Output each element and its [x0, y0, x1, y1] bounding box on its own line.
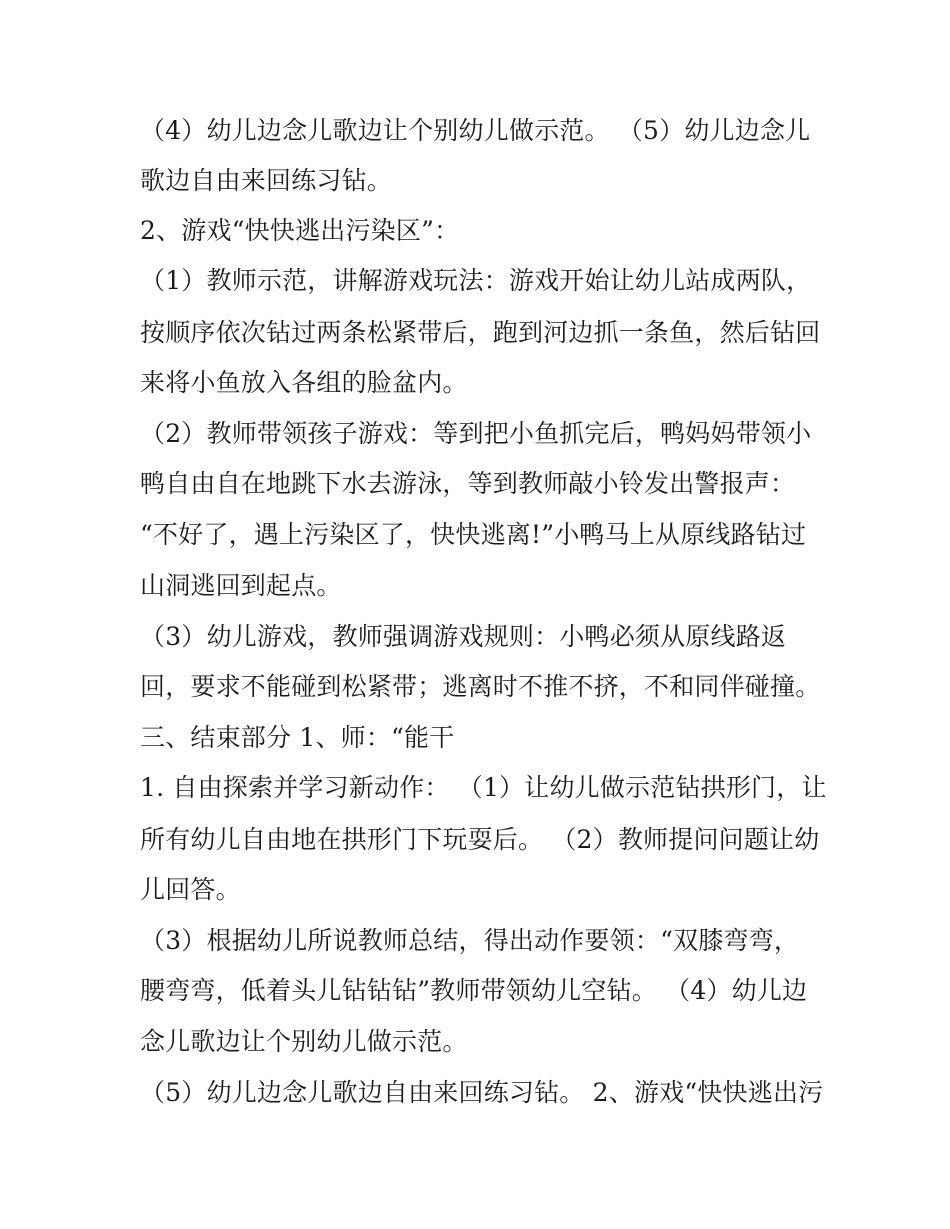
text-line: “不好了，遇上污染区了，快快逃离!”小鸭马上从原线路钻过: [140, 520, 807, 549]
text-line: 按顺序依次钻过两条松紧带后，跑到河边抓一条鱼，然后钻回: [140, 318, 821, 347]
text-line: 山洞逃回到起点。: [140, 571, 342, 600]
text-line: 歌边自由来回练习钻。: [140, 166, 393, 195]
text-line: （1）教师示范，讲解游戏玩法：游戏开始让幼儿站成两队，: [140, 266, 812, 295]
text-line: （3）幼儿游戏，教师强调游戏规则：小鸭必须从原线路返: [140, 622, 787, 651]
text-line: （4）幼儿边念儿歌边让个别幼儿做示范。 （5）幼儿边念儿: [140, 116, 811, 145]
text-line: （2）教师带领孩子游戏：等到把小鱼抓完后，鸭妈妈带领小: [140, 419, 812, 448]
text-line: （5）幼儿边念儿歌边自由来回练习钻。 2、游戏“快快逃出污: [140, 1078, 824, 1107]
text-line: 1. 自由探索并学习新动作： （1）让幼儿做示范钻拱形门，让: [140, 773, 827, 802]
text-line: 鸭自由自在地跳下水去游泳，等到教师敲小铃发出警报声：: [140, 469, 796, 498]
text-line: 所有幼儿自由地在拱形门下玩耍后。 （2）教师提问问题让幼: [140, 825, 820, 854]
text-line: 儿回答。: [140, 875, 241, 904]
text-line: 腰弯弯，低着头儿钻钻钻”教师带领幼儿空钻。 （4）幼儿边: [140, 976, 808, 1005]
text-line: 来将小鱼放入各组的脸盆内。: [140, 368, 468, 397]
text-line: 2、游戏“快快逃出污染区”：: [140, 216, 460, 245]
text-line: （3）根据幼儿所说教师总结，得出动作要领：“双膝弯弯，: [140, 926, 800, 955]
text-line: 念儿歌边让个别幼儿做示范。: [140, 1027, 468, 1056]
text-line: 三、结束部分 1、师：“能干: [140, 723, 455, 752]
text-line: 回，要求不能碰到松紧带；逃离时不推不挤，不和同伴碰撞。: [140, 672, 821, 701]
